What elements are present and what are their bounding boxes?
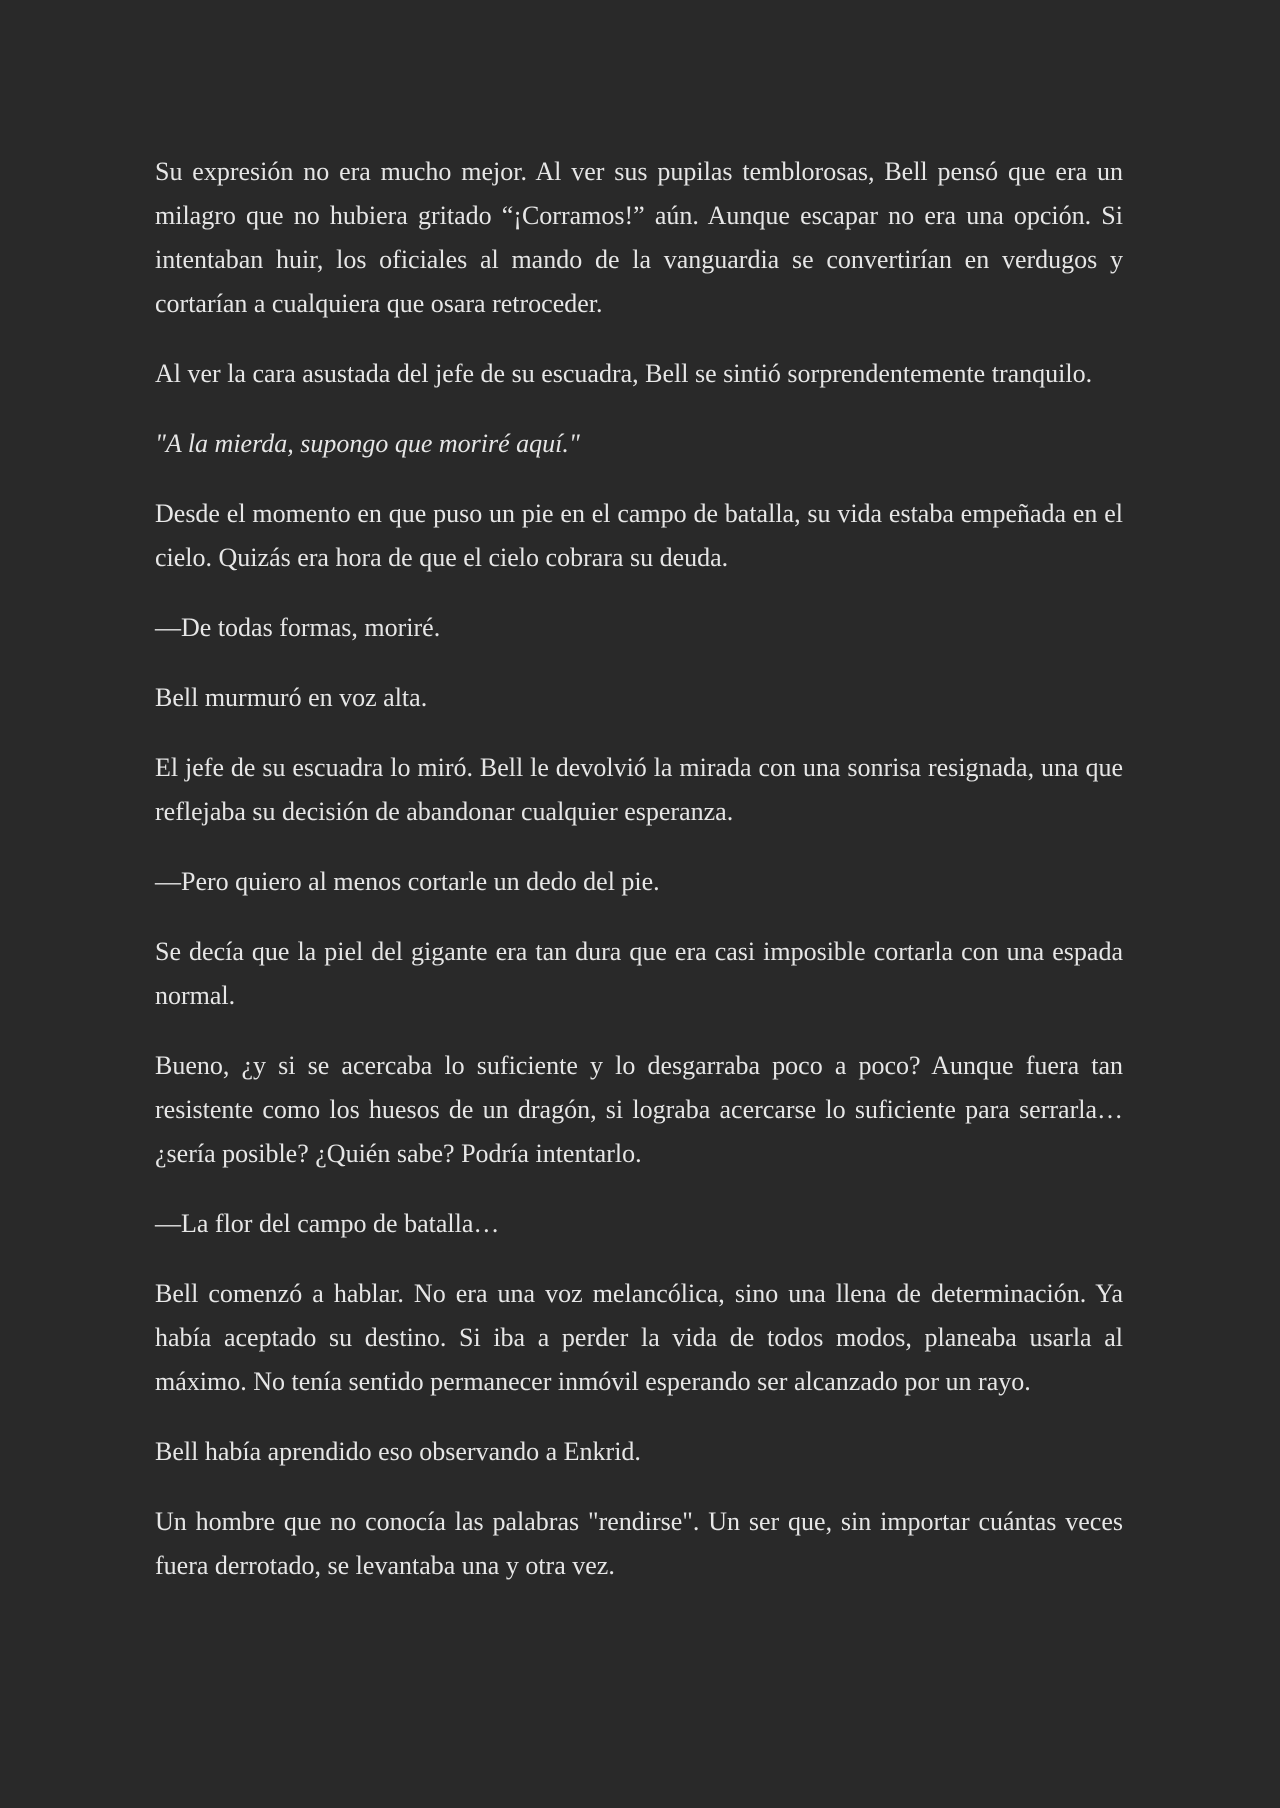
reader-text-body [155,150,1123,1614]
paragraph: Al ver la cara asustada del jefe de su escuadra, Bell se sintió sorprendentemente tranquilo. [155,359,1093,388]
paragraph-dialogue: —La flor del campo de batalla… [155,1209,500,1238]
paragraph-italic-thought: "A la mierda, supongo que moriré aquí." [155,429,580,458]
paragraph: Bell murmuró en voz alta. [155,683,428,712]
paragraph: Se decía que la piel del gigante era tan dura que era casi imposible cortarla con una espada normal. [155,937,1123,1010]
paragraph: El jefe de su escuadra lo miró. Bell le devolvió la mirada con una sonrisa resignada, una que reflejaba su decisión de abandonar cualquier esperanza. [155,753,1123,826]
paragraph-dialogue: —De todas formas, moriré. [155,613,441,642]
paragraph: Bueno, ¿y si se acercaba lo suficiente y lo desgarraba poco a poco? Aunque fuera tan resistente como los huesos de un dragón, si lograba acercarse lo suficiente para serrarla… ¿sería posible? ¿Quién sabe? Podría intentarlo. [155,1051,1123,1168]
paragraph-dialogue: —Pero quiero al menos cortarle un dedo del pie. [155,867,660,896]
paragraph: Bell había aprendido eso observando a Enkrid. [155,1437,641,1466]
paragraph: Desde el momento en que puso un pie en el campo de batalla, su vida estaba empeñada en el cielo. Quizás era hora de que el cielo cobrara su deuda. [155,499,1123,572]
paragraph: Un hombre que no conocía las palabras "rendirse". Un ser que, sin importar cuántas veces fuera derrotado, se levantaba una y otra vez. [155,1507,1123,1580]
paragraph: Su expresión no era mucho mejor. Al ver sus pupilas temblorosas, Bell pensó que era un milagro que no hubiera gritado “¡Corramos!” aún. Aunque escapar no era una opción. Si intentaban huir, los oficiales al mando de la vanguardia se convertirían en verdugos y cortarían a cualquiera que osara retroceder. [155,157,1123,318]
paragraph: Bell comenzó a hablar. No era una voz melancólica, sino una llena de determinación. Ya había aceptado su destino. Si iba a perder la vida de todos modos, planeaba usarla al máximo. No tenía sentido permanecer inmóvil esperando ser alcanzado por un rayo. [155,1279,1123,1396]
